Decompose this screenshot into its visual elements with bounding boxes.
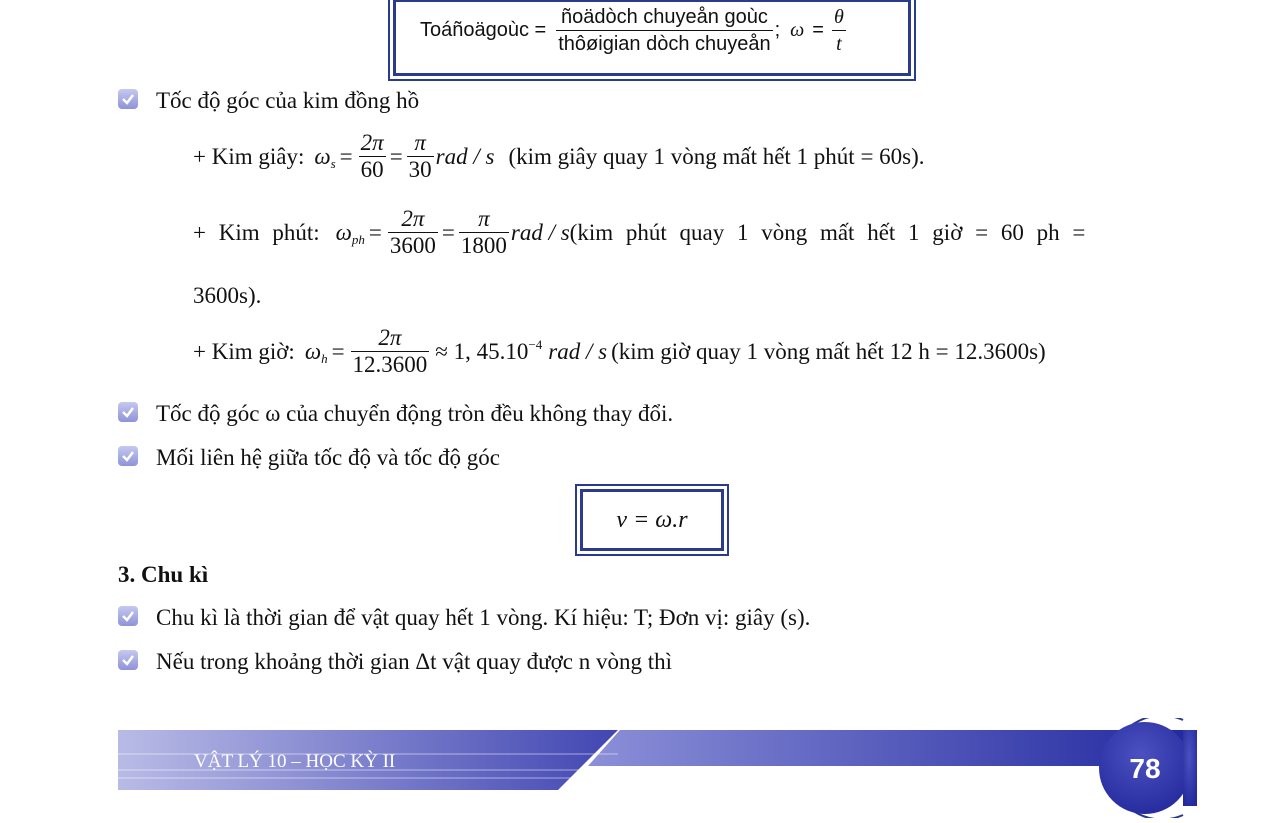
unit: rad / s: [548, 338, 608, 364]
numerator: 2π: [351, 325, 430, 352]
denominator: 3600: [389, 233, 436, 258]
formula-box-v-omega-r: [575, 484, 729, 556]
minute-hand-formula: [193, 206, 1085, 259]
equals-sign: =: [812, 19, 824, 41]
second-hand-note: (kim giây quay 1 vòng mất hết 1 phút = 60s).: [508, 143, 925, 169]
omega-symbol: ω: [304, 338, 322, 364]
checkbox-icon: [118, 606, 138, 626]
formula-lhs: Toáñoägoùc =: [420, 19, 547, 41]
checkbox-icon: [118, 446, 138, 466]
denominator: 1800: [460, 233, 507, 258]
omega-symbol: ω: [335, 219, 352, 245]
hour-hand-formula: [193, 325, 1046, 378]
fraction: [351, 325, 430, 378]
equals-sign: =: [368, 219, 382, 245]
bullet-speed-relation: Mối liên hệ giữa tốc độ và tốc độ góc: [156, 445, 500, 470]
minute-hand-label: + Kim phút:: [193, 219, 320, 245]
bullet-period-definition: Chu kì là thời gian để vật quay hết 1 vòng. Kí hiệu: T; Đơn vị: giây (s).: [156, 605, 811, 630]
omega-subscript: s: [330, 155, 336, 171]
formula-separator: ;: [774, 19, 781, 41]
bullet-n-revolutions: Nếu trong khoảng thời gian Δt vật quay được n vòng thì: [156, 649, 672, 674]
omega-subscript: ph: [351, 231, 365, 247]
angular-speed-definition: [420, 4, 848, 57]
minute-hand-note: (kim phút quay 1 vòng mất hết 1 giờ = 60 ph =: [569, 219, 1086, 245]
omega-symbol: ω: [790, 19, 805, 41]
approx-value: ≈ 1, 45.10: [435, 338, 529, 364]
formula-denominator: thôøigian dòch chuyeån: [558, 33, 771, 55]
checkbox-icon: [118, 402, 138, 422]
denominator: 12.3600: [352, 352, 428, 377]
exponent: −4: [528, 336, 543, 352]
numerator: 2π: [360, 130, 384, 155]
section-heading-period: 3. Chu kì: [118, 562, 209, 587]
numerator: π: [459, 206, 509, 233]
minute-hand-note-cont: 3600s).: [193, 283, 262, 308]
omega-symbol: ω: [314, 143, 331, 169]
formula-box-angular-speed: [388, 0, 916, 81]
hour-hand-note: (kim giờ quay 1 vòng mất hết 12 h = 12.3600s): [611, 338, 1046, 364]
checkbox-icon: [118, 650, 138, 670]
page-number: 78: [1129, 753, 1161, 784]
numerator: 2π: [388, 206, 438, 233]
page-number-badge: [1087, 718, 1197, 818]
theta: θ: [832, 4, 846, 31]
equals-sign: =: [389, 143, 403, 169]
footer-band: [118, 730, 1184, 790]
denominator: 60: [360, 157, 384, 182]
bullet-clock-angular-speed: Tốc độ góc của kim đồng hồ: [156, 88, 420, 113]
equals-sign: =: [441, 219, 455, 245]
time-t: t: [836, 33, 842, 55]
fraction: [388, 206, 438, 259]
footer-title: VẬT LÝ 10 – HỌC KỲ II: [194, 751, 396, 772]
numerator: π: [407, 130, 434, 157]
v-formula: v = ω.r: [580, 489, 724, 551]
fraction: [407, 130, 434, 183]
unit: rad / s: [435, 143, 495, 169]
second-hand-formula: [193, 130, 925, 183]
formula-numerator: ñoädòch chuyeån goùc: [556, 4, 772, 31]
theta-over-t: [832, 4, 846, 57]
hour-hand-label: + Kim giờ:: [193, 338, 295, 364]
formula-fraction: [556, 4, 772, 57]
fraction: [359, 130, 386, 183]
checkbox-icon: [118, 89, 138, 109]
fraction: [459, 206, 509, 259]
bullet-constant-angular-speed: Tốc độ góc ω của chuyển động tròn đều không thay đổi.: [156, 401, 674, 426]
denominator: 30: [408, 157, 432, 182]
second-hand-label: + Kim giây:: [193, 143, 305, 169]
equals-sign: =: [339, 143, 353, 169]
omega-subscript: h: [321, 350, 328, 366]
equals-sign: =: [331, 338, 345, 364]
unit: rad / s: [510, 219, 570, 245]
